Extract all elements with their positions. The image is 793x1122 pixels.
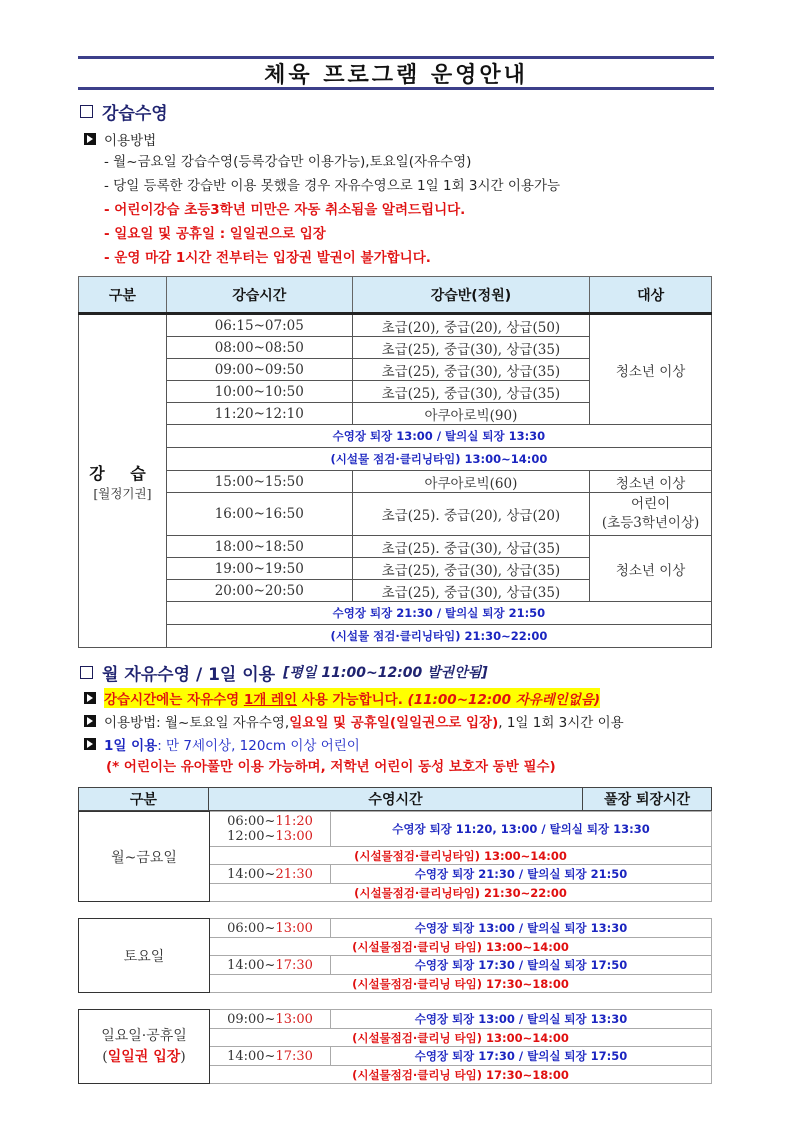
exit-time: 수영장 퇴장 21:30 / 탈의실 퇴장 21:50 xyxy=(331,865,712,884)
text: 1개 레인 xyxy=(243,691,298,708)
section-heading-free-swim xyxy=(78,660,714,684)
lesson-target xyxy=(590,493,712,536)
text: , 1일 1회 3시간 이용 xyxy=(498,714,624,731)
bullet-usage xyxy=(84,709,714,732)
lesson-classes: 초급(25), 중급(30), 상급(35) xyxy=(352,337,590,359)
notice-row xyxy=(79,448,712,471)
table-header-row xyxy=(79,277,712,314)
saturday-schedule-table xyxy=(78,918,712,993)
sunday-holiday-schedule-table xyxy=(78,1009,712,1084)
text: 이용방법: 월~토요일 자유수영, xyxy=(104,714,290,731)
table-row xyxy=(79,493,712,536)
lesson-time: 08:00~08:50 xyxy=(166,337,352,359)
table-header-row xyxy=(79,788,712,811)
column-header: 강습시간 xyxy=(166,277,352,314)
bullet-daily-use xyxy=(84,732,714,755)
cleaning-time: (시설물점검·클리닝타임) 21:30~22:00 xyxy=(210,884,712,902)
text: 13:00 xyxy=(275,1011,313,1027)
column-header: 풀장 퇴장시간 xyxy=(583,788,712,811)
day-label: 월~금요일 xyxy=(79,812,210,902)
lesson-classes: 아쿠아로빅(90) xyxy=(352,403,590,425)
lesson-time: 18:00~18:50 xyxy=(166,536,352,558)
swim-time xyxy=(210,1047,331,1066)
lesson-target: 청소년 이상 xyxy=(590,314,712,425)
cleaning-time: (시설물점검·클리닝타임) 13:00~14:00 xyxy=(210,847,712,865)
notice-row xyxy=(79,602,712,625)
lesson-classes: 초급(25), 중급(30), 상급(35) xyxy=(352,580,590,602)
free-swim-header-table xyxy=(78,787,712,811)
lane-notice xyxy=(104,688,600,708)
text: ) xyxy=(180,1048,186,1065)
column-header: 대상 xyxy=(590,277,712,314)
text: 사용 가능합니다. xyxy=(297,691,408,708)
usage-line: - 당일 등록한 강습반 이용 못했을 경우 자유수영으로 1일 1회 3시간 이용가능 xyxy=(104,178,561,194)
usage-line-warning: - 운영 마감 1시간 전부터는 입장권 발권이 불가합니다. xyxy=(104,250,431,266)
lesson-classes: 초급(20), 중급(20), 상급(50) xyxy=(352,314,590,337)
usage-heading xyxy=(84,127,714,150)
document-page xyxy=(78,56,714,1084)
cleaning-time: (시설물점검·클리닝 타임) 13:00~14:00 xyxy=(210,1029,712,1047)
lesson-classes: 초급(25), 중급(30), 상급(35) xyxy=(352,381,590,403)
swim-time xyxy=(210,812,331,847)
table-row xyxy=(79,812,712,847)
notice-row xyxy=(79,625,712,648)
bullet-lane-notice xyxy=(84,686,714,709)
cleaning-time: (시설물점검·클리닝 타임) 13:00~14:00 xyxy=(210,938,712,956)
exit-time: 수영장 퇴장 17:30 / 탈의실 퇴장 17:50 xyxy=(331,1047,712,1066)
text: 일일권 입장 xyxy=(107,1048,181,1065)
lesson-time: 09:00~09:50 xyxy=(166,359,352,381)
table-row xyxy=(79,314,712,337)
lesson-classes: 초급(25), 중급(30), 상급(35) xyxy=(352,558,590,580)
title-bar xyxy=(78,56,714,90)
text: 06:00~ xyxy=(227,920,276,936)
target-line: (초등3학년이상) xyxy=(601,515,700,531)
text: 09:00~ xyxy=(227,1011,276,1027)
checkbox-square-icon xyxy=(80,666,93,679)
cleaning-notice: (시설물 점검·클리닝타임) 21:30~22:00 xyxy=(166,625,711,648)
usage-line-warning: - 어린이강습 초등3학년 미만은 자동 취소됨을 알려드립니다. xyxy=(104,202,466,218)
weekday-schedule-table xyxy=(78,811,712,902)
text: 11:20 xyxy=(275,814,313,829)
swim-time xyxy=(210,956,331,975)
child-footnote: (* 어린이는 유아풀만 이용 가능하며, 저학년 어린이 동성 보호자 동반 필수) xyxy=(106,759,556,775)
text: 14:00~ xyxy=(227,1048,276,1064)
lesson-target: 청소년 이상 xyxy=(590,471,712,493)
lesson-target: 청소년 이상 xyxy=(590,536,712,602)
text: 일요일 및 공휴일(일일권으로 입장) xyxy=(289,714,499,731)
swim-time xyxy=(210,865,331,884)
arrow-bullet-icon xyxy=(84,738,96,750)
text: 일요일·공휴일 xyxy=(101,1027,187,1044)
lesson-time: 15:00~15:50 xyxy=(166,471,352,493)
target-line: 어린이 xyxy=(631,496,671,512)
table-row xyxy=(79,471,712,493)
page-title: 체육 프로그램 운영안내 xyxy=(264,62,528,88)
table-row xyxy=(79,1010,712,1029)
usage-line-warning: - 일요일 및 공휴일 : 일일권으로 입장 xyxy=(104,226,326,242)
arrow-bullet-icon xyxy=(84,715,96,727)
lesson-classes: 아쿠아로빅(60) xyxy=(352,471,590,493)
lesson-time: 06:15~07:05 xyxy=(166,314,352,337)
text: 강습시간에는 자유수영 xyxy=(104,691,244,708)
lesson-classes: 초급(25). 중급(20), 상급(20) xyxy=(352,493,590,536)
category-cell xyxy=(79,314,167,648)
lesson-schedule-table xyxy=(78,276,712,648)
text: 1일 이용 xyxy=(104,737,158,754)
table-row xyxy=(79,919,712,938)
lesson-classes: 초급(25). 중급(30), 상급(35) xyxy=(352,536,590,558)
swim-time xyxy=(210,1010,331,1029)
cleaning-time: (시설물점검·클리닝 타임) 17:30~18:00 xyxy=(210,1066,712,1084)
exit-time: 수영장 퇴장 13:00 / 탈의실 퇴장 13:30 xyxy=(331,1010,712,1029)
section-heading-lessons xyxy=(78,99,714,123)
arrow-bullet-icon xyxy=(84,133,96,145)
section-note: [평일 11:00~12:00 발권안됨] xyxy=(283,665,488,681)
text: (11:00~12:00 자유레인없음) xyxy=(407,691,601,708)
lesson-time: 10:00~10:50 xyxy=(166,381,352,403)
lesson-time: 11:20~12:10 xyxy=(166,403,352,425)
column-header: 수영시간 xyxy=(208,788,582,811)
exit-time: 수영장 퇴장 13:00 / 탈의실 퇴장 13:30 xyxy=(331,919,712,938)
column-header: 강습반(정원) xyxy=(352,277,590,314)
day-label: 토요일 xyxy=(79,919,210,993)
text: 06:00~ xyxy=(227,814,276,829)
arrow-bullet-icon xyxy=(84,692,96,704)
text: 17:30 xyxy=(275,1048,313,1064)
usage-label: 이용방법 xyxy=(104,132,157,149)
exit-notice: 수영장 퇴장 13:00 / 탈의실 퇴장 13:30 xyxy=(166,425,711,448)
day-label xyxy=(79,1010,210,1084)
text: 13:00 xyxy=(275,920,313,936)
lesson-time: 20:00~20:50 xyxy=(166,580,352,602)
text: : 만 7세이상, 120cm 이상 어린이 xyxy=(157,737,360,754)
section-title: 월 자유수영 / 1일 이용 xyxy=(102,664,276,685)
text: 21:30 xyxy=(275,866,313,882)
exit-notice: 수영장 퇴장 21:30 / 탈의실 퇴장 21:50 xyxy=(166,602,711,625)
text: 12:00~ xyxy=(227,829,276,844)
column-header: 구분 xyxy=(79,788,209,811)
exit-time: 수영장 퇴장 17:30 / 탈의실 퇴장 17:50 xyxy=(331,956,712,975)
usage-line: - 월~금요일 강습수영(등록강습만 이용가능),토요일(자유수영) xyxy=(104,154,472,170)
lesson-classes: 초급(25), 중급(30), 상급(35) xyxy=(352,359,590,381)
text: ( xyxy=(102,1048,108,1065)
table-row xyxy=(79,536,712,558)
cleaning-notice: (시설물 점검·클리닝타임) 13:00~14:00 xyxy=(166,448,711,471)
lesson-time: 19:00~19:50 xyxy=(166,558,352,580)
text: 14:00~ xyxy=(227,957,276,973)
category-main: 강 습 xyxy=(89,463,156,483)
section-title: 강습수영 xyxy=(102,103,168,124)
category-sub: [월정기권] xyxy=(93,485,152,501)
checkbox-square-icon xyxy=(80,105,93,118)
text: 14:00~ xyxy=(227,866,276,882)
lesson-time: 16:00~16:50 xyxy=(166,493,352,536)
text: 17:30 xyxy=(275,957,313,973)
swim-time xyxy=(210,919,331,938)
column-header: 구분 xyxy=(79,277,167,314)
exit-time: 수영장 퇴장 11:20, 13:00 / 탈의실 퇴장 13:30 xyxy=(331,812,712,847)
notice-row xyxy=(79,425,712,448)
cleaning-time: (시설물점검·클리닝 타임) 17:30~18:00 xyxy=(210,975,712,993)
text: 13:00 xyxy=(275,829,313,844)
